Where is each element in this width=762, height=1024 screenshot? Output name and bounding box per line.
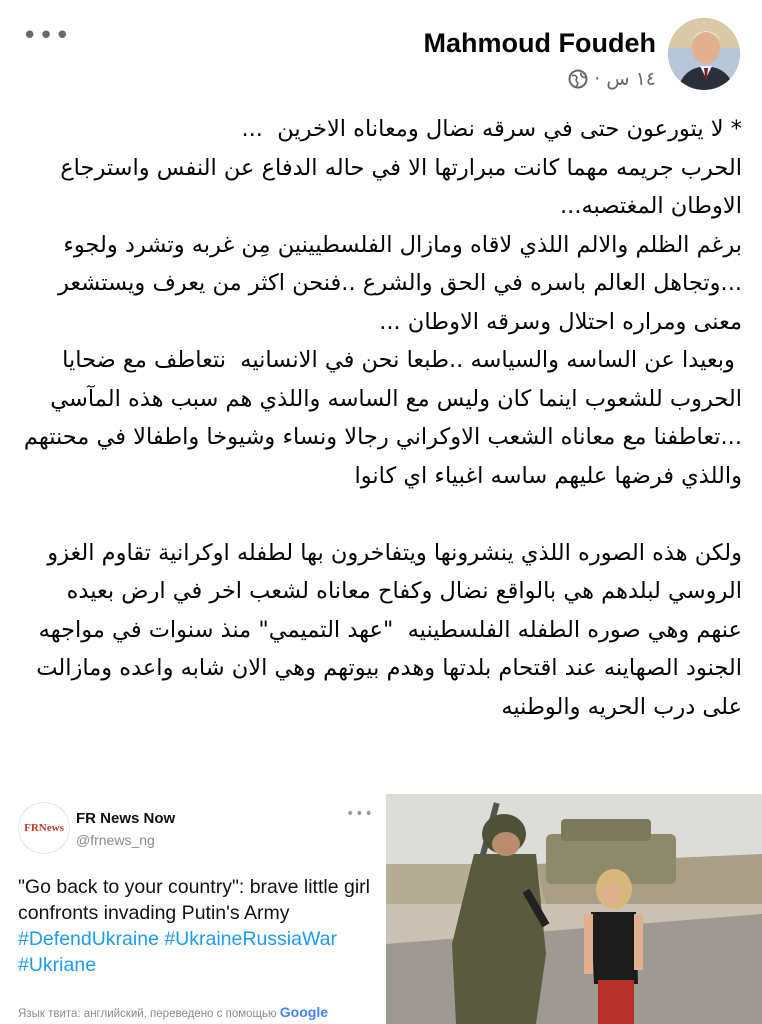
avatar[interactable] [668,18,740,90]
post-photo[interactable] [386,794,762,1024]
photo-soldier-and-girl [386,794,762,1024]
avatar-image [668,18,740,90]
post-meta [568,68,656,90]
tweet-avatar-logo [18,802,70,854]
tweet-translation-note [18,1004,328,1020]
google-logo: Google [279,1004,329,1020]
tweet-screenshot[interactable] [0,790,381,1024]
globe-icon [568,69,588,89]
tweet-more-icon: ••• [346,806,374,822]
post-media[interactable] [0,790,762,1024]
translation-note-text: Язык твита: английский, переведено с помощью [18,1008,277,1020]
post-timestamp[interactable]: ١٤ س · [594,68,656,90]
tweet-logo-text: FRNews [24,822,64,834]
tweet-account-handle: @frnews_ng [76,832,155,848]
more-options-icon[interactable]: ••• [22,21,72,51]
tweet-hashtags: #DefendUkraine #UkraineRussiaWar #Ukriane [18,928,337,976]
tweet-account-name: FR News Now [76,810,176,827]
tweet-body: "Go back to your country": brave little girl confronts invading Putin's Army [18,876,370,924]
post-author-name[interactable]: Mahmoud Foudeh [423,28,656,58]
post-body-text: * لا يتورعون حتى في سرقه نضال ومعاناه الاخرين ... الحرب جريمه مهما كانت مبرارتها الا في حاله الدفاع عن النفس واسترجاع الاوطان المغتصبه... برغم الظلم والالم اللذي لاقاه ومازال الفلسطيينين مِن غربه وتشرد ولجوء ...وتجاهل العالم باسره في الحق والشرع ..فنحن اكثر من يعرف ويستشعر معنى ومراره احتلال وسرقه الاوطان ... وبعيدا عن الساسه والسياسه ..طبعا نحن في الانسانيه نتعاطف مع ضحايا الحروب للشعوب اينما كان وليس مع الساسه واللذي هم سبب هذه المآسي ...تعاطفنا مع معاناه الشعب الاوكراني رجالا ونساء وشيوخا واطفالا في محنتهم واللذي فرضها عليهم ساسه اغبياء اي كانوا ولكن هذه الصوره اللذي ينشرونها ويتفاخرون بها لطفله اوكرانية تقاوم الغزو الروسي لبلدهم هي بالواقع نضال وكفاح معاناه لشعب اخر في ارض بعيده عنهم وهي صوره الطفله الفلسطينيه "عهد التميمي" منذ سنوات في مواجهه الجنود الصهاينه عند اقتحام بلدتها وهدم بيوتهم وهي الان شابه واعده ومازالت على درب الحريه والوطنيه [23,116,742,720]
tweet-text [18,874,370,978]
